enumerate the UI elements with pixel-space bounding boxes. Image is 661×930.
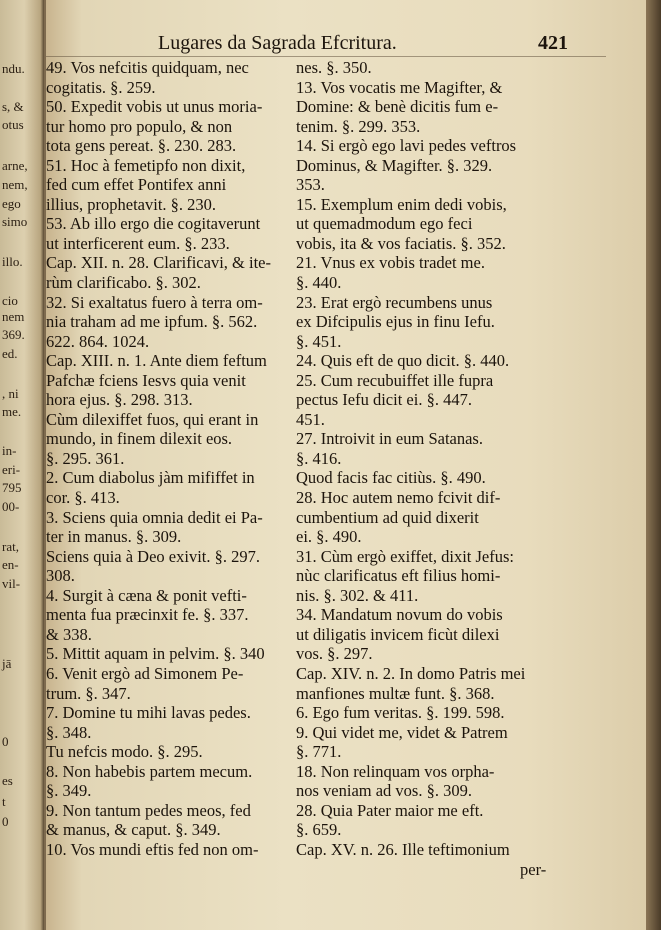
text-line: 21. Vnus ex vobis tradet me. [296, 253, 485, 273]
text-line: Cap. XIII. n. 1. Ante diem feftum [46, 351, 267, 371]
text-line: cumbentium ad quid dixerit [296, 507, 479, 527]
text-line: 51. Hoc à femetipfo non dixit, [46, 155, 246, 175]
text-line: 9. Qui videt me, videt & Patrem [296, 722, 508, 742]
text-line: 5. Mittit aquam in pelvim. §. 340 [46, 644, 265, 664]
text-line: tota gens pereat. §. 230. 283. [46, 136, 237, 156]
text-line: 53. Ab illo ergo die cogitaverunt [46, 214, 261, 234]
text-line: rùm clarificabo. §. 302. [46, 273, 201, 293]
text-line: nos veniam ad vos. §. 309. [296, 781, 472, 801]
gutter-line: vil- [2, 576, 21, 591]
text-line: 28. Quia Pater maior me eft. [296, 800, 484, 820]
text-line: illius, prophetavit. §. 230. [46, 194, 217, 214]
text-line: Pafchæ fciens Iesvs quia venit [46, 370, 246, 390]
text-line: menta fua præcinxit fe. §. 337. [46, 605, 249, 625]
text-line: ei. §. 490. [296, 527, 362, 547]
text-line: Dominus, & Magifter. §. 329. [296, 155, 493, 175]
text-line: & manus, & caput. §. 349. [46, 820, 221, 840]
gutter-line: 00- [2, 499, 20, 514]
gutter-line: 0 [2, 734, 9, 749]
text-line: 13. Vos vocatis me Magifter, & [296, 77, 503, 97]
text-line: vos. §. 297. [296, 644, 373, 664]
text-line: 7. Domine tu mihi lavas pedes. [46, 703, 251, 723]
text-line: Cap. XV. n. 26. Ille teftimonium [296, 839, 510, 859]
text-line: nia traham ad me ipfum. §. 562. [46, 312, 258, 332]
text-line: Sciens quia à Deo exivit. §. 297. [46, 546, 261, 566]
text-line: Cap. XII. n. 28. Clarificavi, & ite- [46, 253, 271, 273]
text-line: §. 451. [296, 331, 342, 351]
text-line: 49. Vos nefcitis quidquam, nec [46, 58, 249, 77]
text-line: 27. Introivit in eum Satanas. [296, 429, 483, 449]
text-line: nes. §. 350. [296, 58, 372, 77]
gutter-line: 369. [2, 327, 25, 342]
gutter-line: simo [2, 214, 28, 229]
text-line: 15. Exemplum enim dedi vobis, [296, 194, 507, 214]
text-line: 8. Non habebis partem mecum. [46, 761, 253, 781]
text-line: 50. Expedit vobis ut unus moria- [46, 97, 263, 117]
text-line: Cap. XIV. n. 2. In domo Patris mei [296, 663, 526, 683]
text-line: mundo, in finem dilexit eos. [46, 429, 233, 449]
catchword: per- [520, 860, 547, 879]
text-line: 6. Venit ergò ad Simonem Pe- [46, 663, 244, 683]
gutter-line: in- [2, 443, 17, 458]
gutter-line: t [2, 794, 6, 809]
text-line: 31. Cùm ergò exiffet, dixit Jefus: [296, 546, 514, 566]
gutter-line: otus [2, 117, 24, 132]
gutter-line: es [2, 773, 13, 788]
text-line: vobis, ita & vos faciatis. §. 352. [296, 233, 506, 253]
running-header: Lugares da Sagrada Efcritura. [158, 32, 397, 54]
gutter-line: jā [2, 656, 12, 671]
text-line: 34. Mandatum novum do vobis [296, 605, 503, 625]
gutter-line: en- [2, 557, 19, 572]
gutter-line: nem, [2, 177, 28, 192]
text-line: 23. Erat ergò recumbens unus [296, 292, 493, 312]
text-line: 25. Cum recubuiffet ille fupra [296, 370, 494, 390]
gutter-line: ndu. [2, 61, 25, 76]
gutter-line: rat, [2, 539, 19, 554]
text-line: 6. Ego fum veritas. §. 199. 598. [296, 703, 505, 723]
text-line: ut quemadmodum ego feci [296, 214, 473, 234]
text-line: ut diligatis invicem ficùt dilexi [296, 624, 500, 644]
text-line: 18. Non relinquam vos orpha- [296, 761, 495, 781]
text-line: cogitatis. §. 259. [46, 77, 156, 97]
text-line: 622. 864. 1024. [46, 331, 150, 351]
text-line: Domine: & benè dicitis fum e- [296, 97, 499, 117]
gutter-line: 0 [2, 814, 9, 829]
facing-page-fragment [0, 0, 44, 930]
header-rule [46, 56, 606, 57]
text-line: ex Difcipulis ejus in finu Iefu. [296, 312, 495, 332]
text-line: §. 416. [296, 448, 342, 468]
text-line: 9. Non tantum pedes meos, fed [46, 800, 251, 820]
left-column [46, 58, 296, 859]
text-line: 32. Si exaltatus fuero à terra om- [46, 292, 263, 312]
right-column [296, 58, 576, 859]
gutter-line: s, & [2, 99, 24, 114]
gutter-line: me. [2, 404, 22, 419]
gutter-line: nem [2, 309, 25, 324]
text-line: cor. §. 413. [46, 488, 120, 508]
page-edge-shadow [646, 0, 661, 930]
gutter-line: cio [2, 293, 18, 308]
text-line: 308. [46, 566, 75, 586]
text-line: nùc clarificatus eft filius homi- [296, 566, 501, 586]
text-line: tur homo pro populo, & non [46, 116, 233, 136]
text-line: §. 771. [296, 742, 342, 762]
gutter-line: ego [2, 196, 21, 211]
gutter-line: , ni [2, 386, 19, 401]
text-line: & 338. [46, 624, 92, 644]
text-line: 24. Quis eft de quo dicit. §. 440. [296, 351, 510, 371]
gutter-line: eri- [2, 462, 21, 477]
text-line: 353. [296, 175, 325, 195]
gutter-line: arne, [2, 158, 28, 173]
gutter-line: illo. [2, 254, 23, 269]
text-line: pectus Iefu dicit ei. §. 447. [296, 390, 472, 410]
text-line: ter in manus. §. 309. [46, 527, 182, 547]
text-line: Tu nefcis modo. §. 295. [46, 742, 203, 762]
text-line: §. 348. [46, 722, 92, 742]
text-line: 451. [296, 409, 325, 429]
gutter-line: ed. [2, 346, 18, 361]
text-line: §. 295. 361. [46, 448, 125, 468]
text-line: manfiones multæ funt. §. 368. [296, 683, 495, 703]
text-line: 28. Hoc autem nemo fcivit dif- [296, 488, 501, 508]
text-line: §. 349. [46, 781, 92, 801]
text-line: Quod facis fac citiùs. §. 490. [296, 468, 486, 488]
text-line: §. 659. [296, 820, 342, 840]
text-line: hora ejus. §. 298. 313. [46, 390, 193, 410]
text-line: 2. Cum diabolus jàm mififfet in [46, 468, 255, 488]
text-line: fed cum effet Pontifex anni [46, 175, 227, 195]
page-number: 421 [538, 32, 568, 54]
text-line: 10. Vos mundi eftis fed non om- [46, 839, 259, 859]
text-line: nis. §. 302. & 411. [296, 585, 419, 605]
text-line: 14. Si ergò ego lavi pedes veftros [296, 136, 517, 156]
text-line: ut interficerent eum. §. 233. [46, 233, 230, 253]
text-line: 3. Sciens quia omnia dedit ei Pa- [46, 507, 263, 527]
text-line: §. 440. [296, 273, 342, 293]
text-line: 4. Surgit à cæna & ponit vefti- [46, 585, 247, 605]
text-line: Cùm dilexiffet fuos, qui erant in [46, 409, 259, 429]
text-line: tenim. §. 299. 353. [296, 116, 421, 136]
text-line: trum. §. 347. [46, 683, 131, 703]
gutter-line: 795 [2, 480, 22, 495]
